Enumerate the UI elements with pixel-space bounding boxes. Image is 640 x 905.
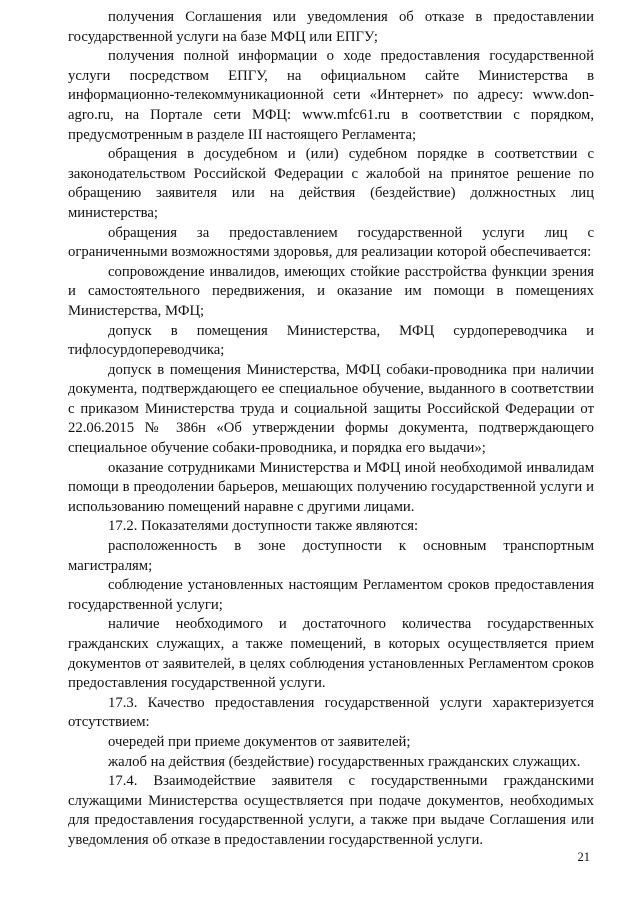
paragraph-12: наличие необходимого и достаточного количества государственных гражданских служащих, а также помещений, в которых осуществляется прием документов от заявителей, в целях соблюдения установленных Регламентом сроков предоставления государственной услуги. (68, 616, 594, 692)
paragraph-6: допуск в помещения Министерства, МФЦ сурдопереводчика и тифлосурдопереводчика; (68, 322, 594, 359)
paragraph-16: 17.4. Взаимодействие заявителя с государственными гражданскими служащими Министерства осуществляется при подаче документов, необходимых для предоставления государственной услуги, а также при выдаче Соглашения или уведомления об отказе в предоставлении государственной услуги. (68, 773, 594, 848)
document-body (68, 8, 594, 851)
paragraph-2: получения полной информации о ходе предоставления государственной услуги посредством ЕПГУ, на официальном сайте Министерства в информационно-телекоммуникационной сети «Интернет» по адресу: www.don-agro.ru, на Портале сети МФЦ: www.mfc61.ru в соответствии с порядком, предусмотренным в разделе III настоящего Регламента; (68, 48, 594, 143)
page-number: 21 (577, 850, 590, 864)
paragraph-3: обращения в досудебном и (или) судебном порядке в соответствии с законодательством Российской Федерации с жалобой на принятое решение по обращению заявителя или на действия (бездействие) должностных лиц министерства; (68, 146, 594, 221)
paragraph-4: обращения за предоставлением государственной услуги лиц с ограниченными возможностями здоровья, для реализации которой обеспечивается: (68, 224, 594, 261)
paragraph-5: сопровождение инвалидов, имеющих стойкие расстройства функции зрения и самостоятельного передвижения, и оказание им помощи в помещениях Министерства, МФЦ; (68, 263, 594, 319)
paragraph-11: соблюдение установленных настоящим Регламентом сроков предоставления государственной услуги; (68, 577, 594, 613)
paragraph-1: получения Соглашения или уведомления об отказе в предоставлении государственной услуги на базе МФЦ или ЕПГУ; (68, 9, 594, 45)
paragraph-14: очередей при приеме документов от заявителей; (108, 733, 411, 750)
paragraph-9: 17.2. Показателями доступности также являются: (108, 518, 419, 535)
paragraph-15: жалоб на действия (бездействие) государственных гражданских служащих. (108, 753, 581, 770)
paragraph-10: расположенность в зоне доступности к основным транспортным магистралям; (68, 538, 594, 574)
paragraph-7: допуск в помещения Министерства, МФЦ собаки-проводника при наличии документа, подтверждающего ее специальное обучение, выданного в соответствии с приказом Министерства труда и социальной защиты Российской Федерации от 22.06.2015 № 386н «Об утверждении формы документа, подтверждающего специальное обучение собаки-проводника, и порядка его выдачи»; (68, 361, 594, 457)
paragraph-8: оказание сотрудниками Министерства и МФЦ иной необходимой инвалидам помощи в преодолении барьеров, мешающих получению государственной услуги и использованию помещений наравне с другими лицами. (68, 459, 594, 515)
paragraph-13: 17.3. Качество предоставления государственной услуги характеризуется отсутствием: (68, 694, 594, 731)
